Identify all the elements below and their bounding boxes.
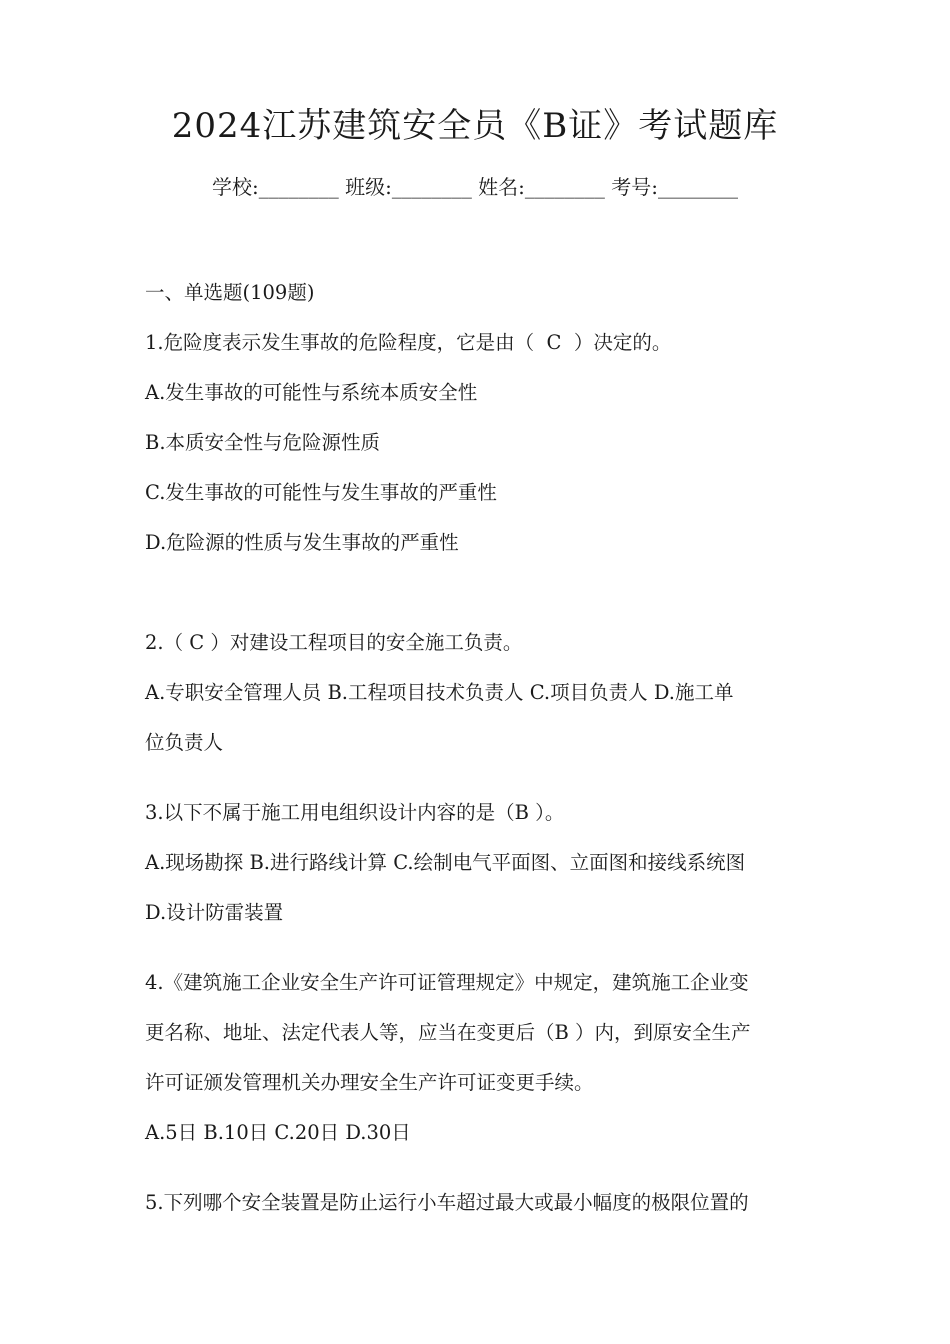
spacer	[145, 1158, 810, 1178]
question-options: A.现场勘探 B.进行路线计算 C.绘制电气平面图、立面图和接线系统图	[145, 851, 746, 874]
section-heading: 一、单选题(109题)	[145, 281, 315, 304]
question-stem: 2.（ C ）对建设工程项目的安全施工负责。	[145, 631, 523, 654]
question-list	[145, 268, 810, 1228]
question-stem: 3.以下不属于施工用电组织设计内容的是（B ）。	[145, 801, 565, 824]
question-option: D.危险源的性质与发生事故的严重性	[145, 531, 459, 554]
spacer	[145, 768, 810, 788]
question-option: A.发生事故的可能性与系统本质安全性	[145, 381, 478, 404]
question-stem-continued: 许可证颁发管理机关办理安全生产许可证变更手续。	[145, 1071, 594, 1094]
question-option: B.本质安全性与危险源性质	[145, 431, 381, 454]
question-options: A.专职安全管理人员 B.工程项目技术负责人 C.项目负责人 D.施工单	[145, 681, 734, 704]
question-options-continued: D.设计防雷装置	[145, 901, 284, 924]
question-stem: 1.危险度表示发生事故的危险程度，它是由（ C ）决定的。	[145, 331, 672, 354]
document-title: 2024江苏建筑安全员《B证》考试题库	[171, 106, 779, 146]
student-info-line: 学校:________ 班级:________ 姓名:________ 考号:________	[211, 175, 739, 199]
question-stem: 5.下列哪个安全装置是防止运行小车超过最大或最小幅度的极限位置的	[145, 1191, 749, 1214]
question-option: C.发生事故的可能性与发生事故的严重性	[145, 481, 497, 504]
spacer	[145, 938, 810, 958]
spacer	[145, 568, 810, 618]
question-options: A.5日 B.10日 C.20日 D.30日	[145, 1121, 411, 1144]
question-stem-continued: 更名称、地址、法定代表人等，应当在变更后（B ）内，到原安全生产	[145, 1021, 751, 1044]
question-options-continued: 位负责人	[145, 731, 224, 754]
question-stem: 4.《建筑施工企业安全生产许可证管理规定》中规定，建筑施工企业变	[145, 971, 749, 994]
